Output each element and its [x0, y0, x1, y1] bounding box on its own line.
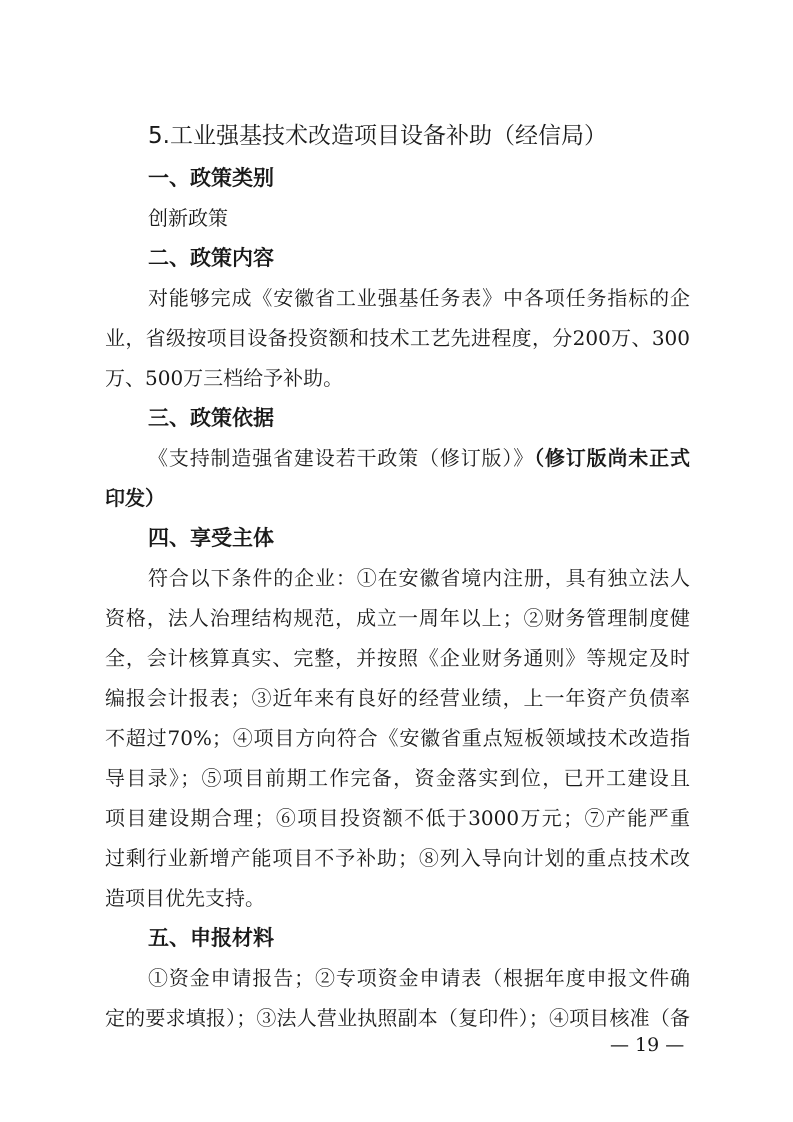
paragraph-line: 全，会计核算真实、完整，并按照《企业财务通则》等规定及时: [105, 646, 690, 670]
paragraph-line: 项目建设期合理；⑥项目投资额不低于3000万元；⑦产能严重: [105, 806, 690, 830]
paragraph-line: 编报会计报表；③近年来有良好的经营业绩，上一年资产负债率: [105, 686, 690, 710]
paragraph-line: 对能够完成《安徽省工业强基任务表》中各项任务指标的企: [148, 286, 690, 310]
section-heading-policy-basis: 三、政策依据: [148, 406, 274, 430]
policy-basis-reference: 《支持制造强省建设若干政策（修订版）》: [148, 446, 535, 470]
paragraph-line: 过剩行业新增产能项目不予补助；⑧列入导向计划的重点技术改: [105, 846, 690, 870]
policy-basis-note-continued: 印发）: [105, 486, 165, 510]
paragraph-line: 不超过70%；④项目方向符合《安徽省重点短板领域技术改造指: [105, 726, 690, 750]
paragraph-line: 定的要求填报）；③法人营业执照副本（复印件）；④项目核准（备: [105, 1006, 690, 1030]
section-heading-policy-category: 一、政策类别: [148, 166, 274, 190]
section-heading-eligible-entities: 四、享受主体: [148, 526, 274, 550]
paragraph-line: 资格，法人治理结构规范，成立一周年以上；②财务管理制度健: [105, 606, 690, 630]
paragraph-line: 造项目优先支持。: [105, 886, 265, 910]
paragraph-line: 万、500万三档给予补助。: [105, 366, 344, 390]
paragraph-line: 符合以下条件的企业：①在安徽省境内注册，具有独立法人: [148, 566, 690, 590]
policy-basis-note: （修订版尚未正式: [534, 446, 691, 470]
section-heading-application-materials: 五、申报材料: [148, 926, 274, 950]
paragraph-line: 业，省级按项目设备投资额和技术工艺先进程度，分200万、300: [105, 326, 690, 350]
page-number: — 19 —: [610, 1034, 685, 1056]
paragraph-line: ①资金申请报告；②专项资金申请表（根据年度申报文件确: [148, 966, 690, 990]
document-title: 5.工业强基技术改造项目设备补助（经信局）: [148, 123, 607, 149]
paragraph-line: 导目录》；⑤项目前期工作完备，资金落实到位，已开工建设且: [105, 766, 690, 790]
section-heading-policy-content: 二、政策内容: [148, 246, 274, 270]
paragraph-line: [148, 438, 690, 478]
paragraph-line: 创新政策: [148, 206, 228, 230]
